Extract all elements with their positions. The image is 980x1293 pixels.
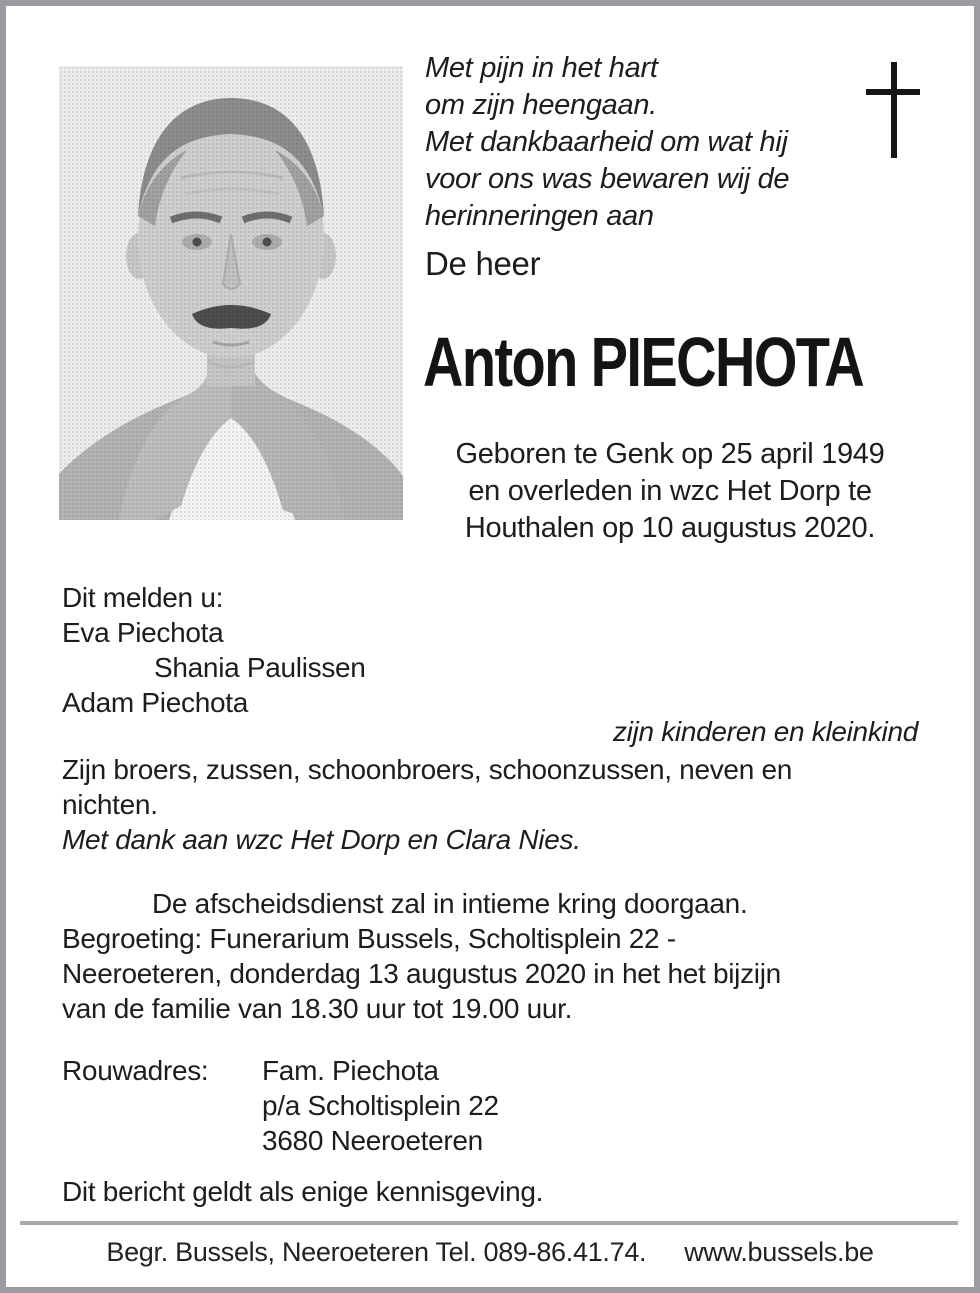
funeral-home-contact: Begr. Bussels, Neeroeteren Tel. 089-86.41.74. [106, 1237, 647, 1267]
relative-name: Shania Paulissen [154, 652, 366, 683]
mourning-address-lines [262, 1053, 499, 1158]
life-dates-line: Geboren te Genk op 25 april 1949 [455, 438, 885, 470]
intro-line: Met pijn in het hart [425, 52, 658, 84]
family-line: nichten. [62, 789, 158, 820]
service-line: De afscheidsdienst zal in intieme kring doorgaan. [152, 888, 748, 919]
intro-line: voor ons was bewaren wij de [425, 163, 790, 195]
funeral-home-website: www.bussels.be [684, 1237, 874, 1267]
deceased-name: Anton PIECHOTA [423, 323, 864, 401]
service-line: Neeroeteren, donderdag 13 augustus 2020 in het het bijzijn [62, 958, 781, 989]
relation-note: zijn kinderen en kleinkind [612, 716, 918, 747]
cross-icon [864, 58, 922, 158]
footer [0, 1237, 980, 1268]
notice-line: Dit bericht geldt als enige kennisgeving. [62, 1176, 544, 1207]
service-block [62, 886, 922, 1026]
service-line: van de familie van 18.30 uur tot 19.00 uur. [62, 993, 573, 1024]
relative-name: Adam Piechota [62, 687, 248, 718]
life-dates-line: en overleden in wzc Het Dorp te [468, 475, 872, 507]
relative-name: Eva Piechota [62, 617, 224, 648]
cross-vertical-bar [891, 62, 897, 158]
intro-line: om zijn heengaan. [425, 89, 657, 121]
service-line: Begroeting: Funerarium Bussels, Scholtisplein 22 - [62, 923, 676, 954]
halftone-overlay [59, 66, 403, 520]
cross-horizontal-bar [866, 89, 920, 95]
mourning-address-line: 3680 Neeroeteren [262, 1125, 483, 1156]
life-dates [423, 436, 917, 547]
family-block [62, 752, 922, 857]
mourning-address-label: Rouwadres: [62, 1055, 209, 1086]
melden-label: Dit melden u: [62, 582, 224, 613]
mourning-address-block [62, 1053, 922, 1158]
intro-line: Met dankbaarheid om wat hij [425, 126, 788, 158]
life-dates-line: Houthalen op 10 augustus 2020. [464, 512, 876, 544]
footer-divider [20, 1221, 958, 1225]
family-line: Zijn broers, zussen, schoonbroers, schoonzussen, neven en [62, 754, 792, 785]
mourning-address-line: p/a Scholtisplein 22 [262, 1090, 499, 1121]
mourning-address-line: Fam. Piechota [262, 1055, 439, 1086]
intro-line: herinneringen aan [425, 200, 654, 232]
announcement-block [62, 580, 922, 720]
intro-text [425, 50, 865, 235]
portrait-photo [59, 66, 403, 520]
salutation: De heer [425, 245, 541, 282]
thanks-line: Met dank aan wzc Het Dorp en Clara Nies. [62, 824, 581, 855]
